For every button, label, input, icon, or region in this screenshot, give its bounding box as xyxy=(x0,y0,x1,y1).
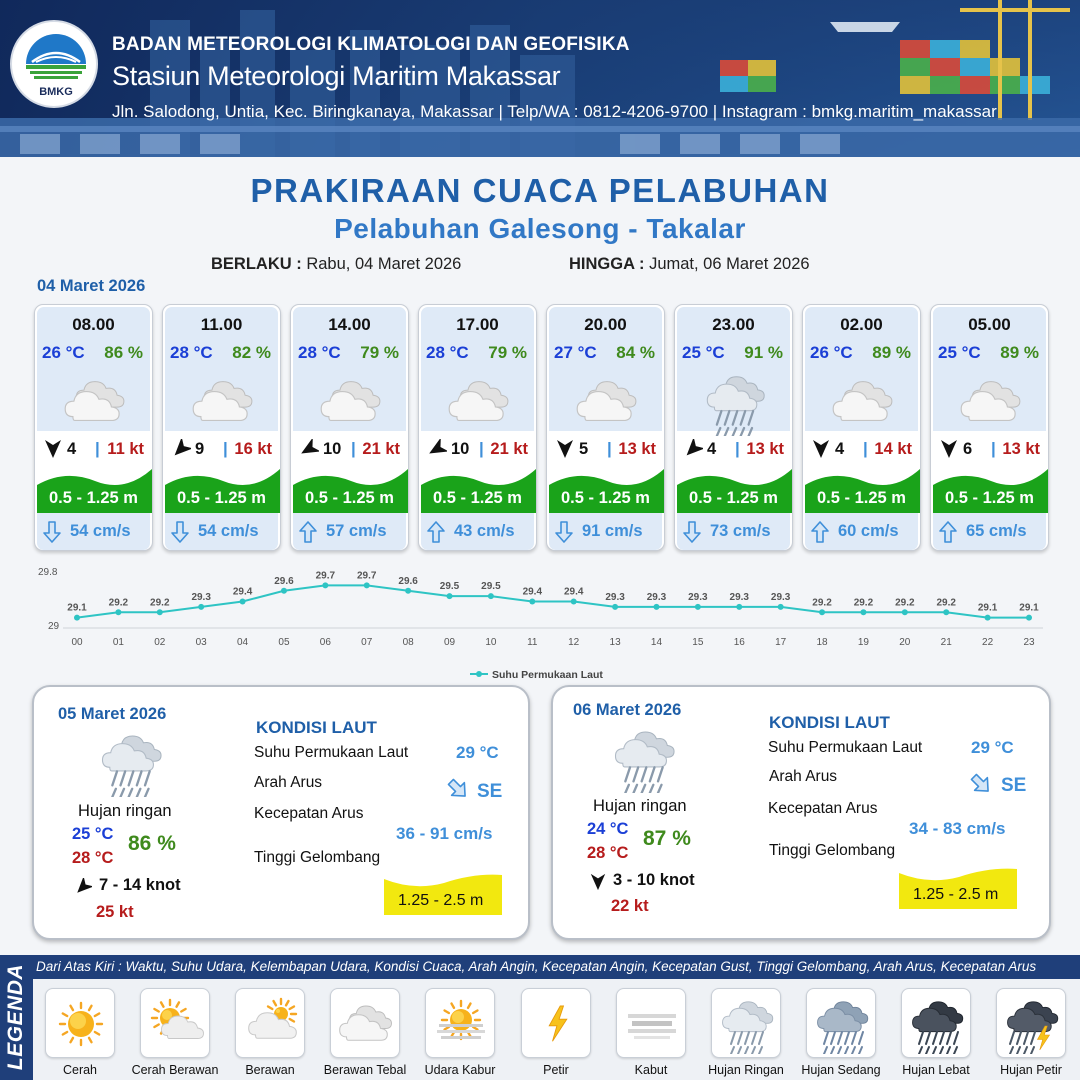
card-wind-row xyxy=(803,439,920,461)
wave-height-value: 1.25 - 2.5 m xyxy=(398,892,484,909)
legend-item xyxy=(521,988,591,1058)
card-separator: | xyxy=(863,439,868,458)
validity-to-value: Jumat, 06 Maret 2026 xyxy=(649,255,810,273)
panel-wind: 7 - 14 knot xyxy=(99,876,181,894)
sst-data-label: 29.4 xyxy=(563,586,584,598)
legend-description: Dari Atas Kiri : Waktu, Suhu Udara, Kelembapan Udara, Kondisi Cuaca, Arah Angin, Kecepatan Angin, Kecepatan Gust, Tinggi Gelombang, Arah Arus, Kecepatan Arus xyxy=(36,959,1037,974)
wind-direction-icon xyxy=(939,439,959,459)
card-temperature: 27 °C xyxy=(554,343,597,362)
sst-data-point xyxy=(488,593,494,599)
x-tick-label: 16 xyxy=(733,637,745,648)
card-separator: | xyxy=(95,439,100,458)
current-direction-icon xyxy=(554,520,574,544)
x-tick-label: 11 xyxy=(527,637,538,648)
card-wind-speed: 4 xyxy=(835,440,845,458)
legend-item-label: Hujan Lebat xyxy=(902,1063,970,1077)
current-direction-label: Arah Arus xyxy=(769,768,838,785)
card-current-speed: 73 cm/s xyxy=(710,522,771,540)
sst-data-label: 29.3 xyxy=(729,591,749,603)
sst-data-label: 29.1 xyxy=(1019,602,1039,614)
card-wind-row xyxy=(931,439,1048,461)
berawan-icon xyxy=(241,994,301,1054)
x-tick-label: 15 xyxy=(692,637,704,648)
card-weather-icon xyxy=(317,368,385,426)
card-gust: 13 kt xyxy=(746,440,784,458)
wind-direction-icon xyxy=(555,439,575,459)
sst-data-label: 29.6 xyxy=(274,575,294,587)
card-current-speed: 65 cm/s xyxy=(966,522,1027,540)
sst-data-label: 29.3 xyxy=(770,591,791,603)
card-wave-height: 0.5 - 1.25 m xyxy=(945,489,1034,507)
x-tick-label: 07 xyxy=(361,637,373,648)
sst-data-point xyxy=(1026,615,1032,621)
sst-label: Suhu Permukaan Laut xyxy=(768,739,923,756)
panel-gust: 22 kt xyxy=(611,897,649,915)
sst-data-label: 29.3 xyxy=(605,591,625,603)
berawan-tebal-icon xyxy=(445,368,513,436)
card-temperature: 28 °C xyxy=(298,343,341,362)
udara-kabur-icon xyxy=(431,994,491,1054)
card-temperature: 26 °C xyxy=(42,343,85,362)
x-tick-label: 22 xyxy=(982,637,994,648)
cerah-icon xyxy=(51,994,111,1054)
panel-humidity: 86 % xyxy=(128,832,176,855)
sst-data-point xyxy=(612,604,618,610)
card-current-speed: 57 cm/s xyxy=(326,522,387,540)
current-direction-icon xyxy=(298,520,318,544)
card-gust: 13 kt xyxy=(618,440,656,458)
forecast-card xyxy=(674,304,793,551)
card-wind-speed: 9 xyxy=(195,440,205,458)
validity-to-label: HINGGA : xyxy=(569,255,645,273)
card-current-speed: 60 cm/s xyxy=(838,522,899,540)
card-temperature: 25 °C xyxy=(938,343,981,362)
sst-data-label: 29.7 xyxy=(315,570,336,582)
sst-data-label: 29.1 xyxy=(977,602,998,614)
legend-item xyxy=(235,988,305,1058)
panel-temp-min: 25 °C xyxy=(72,825,114,843)
wind-direction-icon xyxy=(683,439,703,459)
sst-data-label: 29.5 xyxy=(481,581,501,593)
page-subtitle: Pelabuhan Galesong - Takalar xyxy=(334,213,746,244)
wind-direction-icon xyxy=(171,439,191,459)
card-wave-height: 0.5 - 1.25 m xyxy=(817,489,906,507)
x-tick-label: 02 xyxy=(154,637,166,648)
card-time: 02.00 xyxy=(840,315,883,334)
card-wind-speed: 4 xyxy=(707,440,717,458)
current-direction-label: Arah Arus xyxy=(254,774,323,791)
current-speed-label: Kecepatan Arus xyxy=(768,800,878,817)
card-wave-height: 0.5 - 1.25 m xyxy=(561,489,650,507)
sst-data-point xyxy=(860,609,866,615)
card-current-speed: 54 cm/s xyxy=(198,522,259,540)
sea-condition-title: KONDISI LAUT xyxy=(769,713,890,732)
panel-humidity: 87 % xyxy=(643,827,691,850)
card-separator: | xyxy=(735,439,740,458)
card-time: 14.00 xyxy=(328,315,371,334)
legend-item xyxy=(140,988,210,1058)
panel-temp-max: 28 °C xyxy=(587,844,629,862)
card-wind-speed: 10 xyxy=(323,440,342,458)
card-gust: 11 kt xyxy=(107,440,144,458)
logo-text: BMKG xyxy=(39,86,73,98)
x-tick-label: 09 xyxy=(443,637,456,648)
x-tick-label: 04 xyxy=(237,637,249,648)
current-direction-se-icon xyxy=(969,772,993,796)
card-weather-icon xyxy=(829,368,897,426)
card-humidity: 86 % xyxy=(104,343,143,362)
sst-data-point xyxy=(74,615,80,621)
x-tick-label: 13 xyxy=(609,637,621,648)
sst-data-point xyxy=(115,609,121,615)
forecast-card xyxy=(290,304,409,551)
validity-from-label: BERLAKU : xyxy=(211,255,302,273)
wind-direction-icon xyxy=(811,439,831,459)
current-direction-value: SE xyxy=(477,781,503,802)
kabut-icon xyxy=(622,994,682,1054)
sst-data-label: 29.2 xyxy=(895,597,915,609)
day1-date: 04 Maret 2026 xyxy=(37,277,146,295)
x-tick-label: 10 xyxy=(485,637,497,648)
legend-item-label: Hujan Sedang xyxy=(801,1063,881,1077)
card-wind-row xyxy=(547,439,664,461)
card-wind-row xyxy=(291,439,408,461)
card-weather-icon xyxy=(61,368,129,426)
card-wind-row xyxy=(163,439,280,461)
card-humidity: 89 % xyxy=(1000,343,1039,362)
card-time: 08.00 xyxy=(72,315,115,334)
bmkg-logo xyxy=(10,20,98,108)
validity-from-value: Rabu, 04 Maret 2026 xyxy=(306,255,462,273)
sst-data-label: 29.6 xyxy=(398,575,418,587)
sst-data-point xyxy=(405,588,411,594)
card-time: 17.00 xyxy=(456,315,499,334)
panel-temp-max: 28 °C xyxy=(72,849,114,867)
card-temperature: 25 °C xyxy=(682,343,725,362)
legend-title: LEGENDA xyxy=(4,963,27,1071)
card-weather-icon xyxy=(573,368,641,426)
sst-label: Suhu Permukaan Laut xyxy=(254,744,409,761)
sst-data-point xyxy=(281,588,287,594)
sst-data-label: 29.2 xyxy=(936,597,956,609)
x-tick-label: 23 xyxy=(1023,637,1035,648)
legend-item xyxy=(711,988,781,1058)
x-tick-label: 05 xyxy=(278,637,290,648)
card-time: 20.00 xyxy=(584,315,627,334)
sst-data-label: 29.4 xyxy=(232,586,253,598)
card-current-speed: 91 cm/s xyxy=(582,522,643,540)
forecast-card xyxy=(802,304,921,551)
agency-name: BADAN METEOROLOGI KLIMATOLOGI DAN GEOFISIKA xyxy=(112,34,630,55)
berawan-tebal-icon xyxy=(573,368,641,436)
card-gust: 13 kt xyxy=(1002,440,1040,458)
current-direction-icon xyxy=(938,520,958,544)
y-tick-label: 29 xyxy=(48,621,60,632)
card-gust: 16 kt xyxy=(234,440,272,458)
sea-condition-title: KONDISI LAUT xyxy=(256,718,377,737)
current-direction-icon xyxy=(682,520,702,544)
card-wind-row xyxy=(35,439,152,461)
sst-data-point xyxy=(529,599,535,605)
card-gust: 14 kt xyxy=(874,440,912,458)
legend-item-label: Petir xyxy=(543,1063,569,1077)
legend-item-label: Kabut xyxy=(634,1063,668,1077)
x-tick-label: 01 xyxy=(112,637,124,648)
sst-data-point xyxy=(322,582,328,588)
legend-item xyxy=(996,988,1066,1058)
card-separator: | xyxy=(607,439,612,458)
x-tick-label: 08 xyxy=(402,637,414,648)
card-weather-icon xyxy=(701,368,769,426)
wind-direction-icon xyxy=(299,439,319,459)
card-current-speed: 54 cm/s xyxy=(70,522,131,540)
card-separator: | xyxy=(223,439,228,458)
card-wind-speed: 6 xyxy=(963,440,973,458)
current-speed-value: 34 - 83 cm/s xyxy=(909,819,1006,838)
berawan-tebal-icon xyxy=(317,368,385,436)
card-weather-icon xyxy=(189,368,257,426)
card-separator: | xyxy=(351,439,356,458)
current-direction-icon xyxy=(426,520,446,544)
card-time: 11.00 xyxy=(200,315,243,334)
day-forecast-panel xyxy=(551,685,1051,940)
card-wind-speed: 10 xyxy=(451,440,470,458)
legend-series-name: Suhu Permukaan Laut xyxy=(492,669,603,681)
panel-date: 05 Maret 2026 xyxy=(58,705,167,723)
sst-data-label: 29.3 xyxy=(646,591,667,603)
panel-condition: Hujan ringan xyxy=(78,802,172,820)
panel-weather-icon xyxy=(96,727,166,791)
berawan-tebal-icon xyxy=(336,994,396,1054)
forecast-card xyxy=(930,304,1049,551)
x-tick-label: 06 xyxy=(319,637,331,648)
legend-item xyxy=(806,988,876,1058)
wind-direction-icon xyxy=(74,878,92,896)
card-current-speed: 43 cm/s xyxy=(454,522,515,540)
berawan-tebal-icon xyxy=(189,368,257,436)
card-wave-height: 0.5 - 1.25 m xyxy=(305,489,394,507)
sst-value: 29 °C xyxy=(971,738,1014,757)
wave-height-value: 1.25 - 2.5 m xyxy=(913,886,999,903)
forecast-card xyxy=(546,304,665,551)
sst-data-label: 29.2 xyxy=(150,597,170,609)
hujan-lebat-icon xyxy=(907,994,967,1054)
card-humidity: 89 % xyxy=(872,343,911,362)
legend-swatch-point xyxy=(476,671,482,677)
sst-data-point xyxy=(653,604,659,610)
card-separator: | xyxy=(479,439,484,458)
legend-item-label: Berawan xyxy=(245,1063,295,1077)
sst-data-point xyxy=(157,609,163,615)
sst-data-label: 29.1 xyxy=(67,602,87,614)
legend-item xyxy=(330,988,400,1058)
card-wave-height: 0.5 - 1.25 m xyxy=(177,489,266,507)
sst-data-label: 29.2 xyxy=(812,597,832,609)
legend-item-label: Berawan Tebal xyxy=(323,1063,407,1077)
sst-data-label: 29.2 xyxy=(853,597,874,609)
panel-date: 06 Maret 2026 xyxy=(573,701,682,719)
validity-to xyxy=(569,255,810,274)
card-gust: 21 kt xyxy=(362,440,400,458)
card-temperature: 26 °C xyxy=(810,343,853,362)
petir-icon xyxy=(527,994,587,1054)
card-gust: 21 kt xyxy=(490,440,528,458)
legend-item-label: Udara Kabur xyxy=(424,1063,496,1077)
panel-gust: 25 kt xyxy=(96,903,134,921)
sst-series-line xyxy=(77,585,1029,617)
legend-vertical-title xyxy=(0,955,32,1080)
sst-data-label: 29.7 xyxy=(357,570,377,582)
legend-item xyxy=(616,988,686,1058)
station-address: Jln. Salodong, Untia, Kec. Biringkanaya, Makassar | Telp/WA : 0812-4206-9700 | Instagram : bmkg.maritim_makassar xyxy=(112,102,997,121)
sst-data-label: 29.2 xyxy=(108,597,129,609)
legend-item-label: Cerah Berawan xyxy=(131,1063,219,1077)
sst-data-label: 29.3 xyxy=(688,591,708,603)
hujan-petir-icon xyxy=(1002,994,1062,1054)
wave-height-label: Tinggi Gelombang xyxy=(769,842,896,859)
sst-data-point xyxy=(778,604,784,610)
sst-data-point xyxy=(985,615,991,621)
card-weather-icon xyxy=(445,368,513,426)
card-wind-row xyxy=(419,439,536,461)
day-forecast-panel xyxy=(32,685,530,940)
legend-item xyxy=(901,988,971,1058)
forecast-card xyxy=(34,304,153,551)
card-time: 23.00 xyxy=(712,315,755,334)
x-tick-label: 18 xyxy=(816,637,828,648)
sst-data-point xyxy=(819,609,825,615)
y-tick-label: 29.8 xyxy=(38,567,58,578)
berawan-tebal-icon xyxy=(61,368,129,436)
x-tick-label: 14 xyxy=(650,637,663,648)
hujan-ringan-icon xyxy=(717,994,777,1054)
card-humidity: 91 % xyxy=(744,343,783,362)
wave-height-label: Tinggi Gelombang xyxy=(254,849,381,866)
sst-data-label: 29.4 xyxy=(522,586,543,598)
current-speed-value: 36 - 91 cm/s xyxy=(396,824,493,843)
sst-data-point xyxy=(736,604,742,610)
sst-data-point xyxy=(571,599,577,605)
card-wind-speed: 4 xyxy=(67,440,77,458)
panel-wind: 3 - 10 knot xyxy=(613,871,695,889)
validity-from xyxy=(211,255,461,274)
current-direction-se-icon xyxy=(446,777,470,801)
legend-item-label: Cerah xyxy=(62,1063,98,1077)
x-tick-label: 12 xyxy=(568,637,580,648)
card-temperature: 28 °C xyxy=(426,343,469,362)
berawan-tebal-icon xyxy=(829,368,897,436)
card-humidity: 79 % xyxy=(488,343,527,362)
sst-data-point xyxy=(447,593,453,599)
wind-direction-icon xyxy=(589,873,607,891)
sst-data-point xyxy=(364,582,370,588)
forecast-card xyxy=(418,304,537,551)
cerah-berawan-icon xyxy=(146,994,206,1054)
forecast-card xyxy=(162,304,281,551)
berawan-tebal-icon xyxy=(957,368,1025,436)
x-tick-label: 03 xyxy=(195,637,207,648)
sst-data-point xyxy=(902,609,908,615)
header-banner xyxy=(0,0,1080,157)
x-tick-label: 21 xyxy=(940,637,952,648)
hujan-ringan-icon xyxy=(701,368,769,436)
sst-line-chart xyxy=(30,563,1050,688)
hujan-ringan-icon xyxy=(96,727,166,797)
card-wave-height: 0.5 - 1.25 m xyxy=(689,489,778,507)
current-direction-icon xyxy=(42,520,62,544)
panel-condition: Hujan ringan xyxy=(593,797,687,815)
sst-data-label: 29.3 xyxy=(191,591,211,603)
hujan-sedang-icon xyxy=(812,994,872,1054)
card-weather-icon xyxy=(957,368,1025,426)
wind-direction-icon xyxy=(427,439,447,459)
station-name: Stasiun Meteorologi Maritim Makassar xyxy=(112,61,561,91)
legend-item xyxy=(45,988,115,1058)
page-title: PRAKIRAAN CUACA PELABUHAN xyxy=(250,172,830,209)
legend-item-label: Hujan Ringan xyxy=(708,1063,784,1077)
sst-data-point xyxy=(240,599,246,605)
legend-item-label: Hujan Petir xyxy=(1000,1063,1062,1077)
current-direction-value: SE xyxy=(1001,775,1027,796)
x-tick-label: 19 xyxy=(857,637,869,648)
panel-weather-icon xyxy=(609,723,679,787)
card-time: 05.00 xyxy=(968,315,1011,334)
wind-direction-icon xyxy=(43,439,63,459)
card-humidity: 84 % xyxy=(616,343,655,362)
sst-data-point xyxy=(198,604,204,610)
sst-data-point xyxy=(695,604,701,610)
card-wind-row xyxy=(675,439,792,461)
sst-data-label: 29.5 xyxy=(439,581,460,593)
x-tick-label: 20 xyxy=(899,637,911,648)
card-separator: | xyxy=(991,439,996,458)
current-direction-icon xyxy=(810,520,830,544)
card-wave-height: 0.5 - 1.25 m xyxy=(433,489,522,507)
sst-value: 29 °C xyxy=(456,743,499,762)
panel-temp-min: 24 °C xyxy=(587,820,629,838)
sst-data-point xyxy=(943,609,949,615)
x-tick-label: 17 xyxy=(775,637,787,648)
card-wind-speed: 5 xyxy=(579,440,589,458)
legend-item xyxy=(425,988,495,1058)
card-humidity: 82 % xyxy=(232,343,271,362)
current-direction-icon xyxy=(170,520,190,544)
card-temperature: 28 °C xyxy=(170,343,213,362)
card-wave-height: 0.5 - 1.25 m xyxy=(49,489,138,507)
current-speed-label: Kecepatan Arus xyxy=(254,805,364,822)
hujan-ringan-icon xyxy=(609,723,679,793)
x-tick-label: 00 xyxy=(71,637,83,648)
card-humidity: 79 % xyxy=(360,343,399,362)
